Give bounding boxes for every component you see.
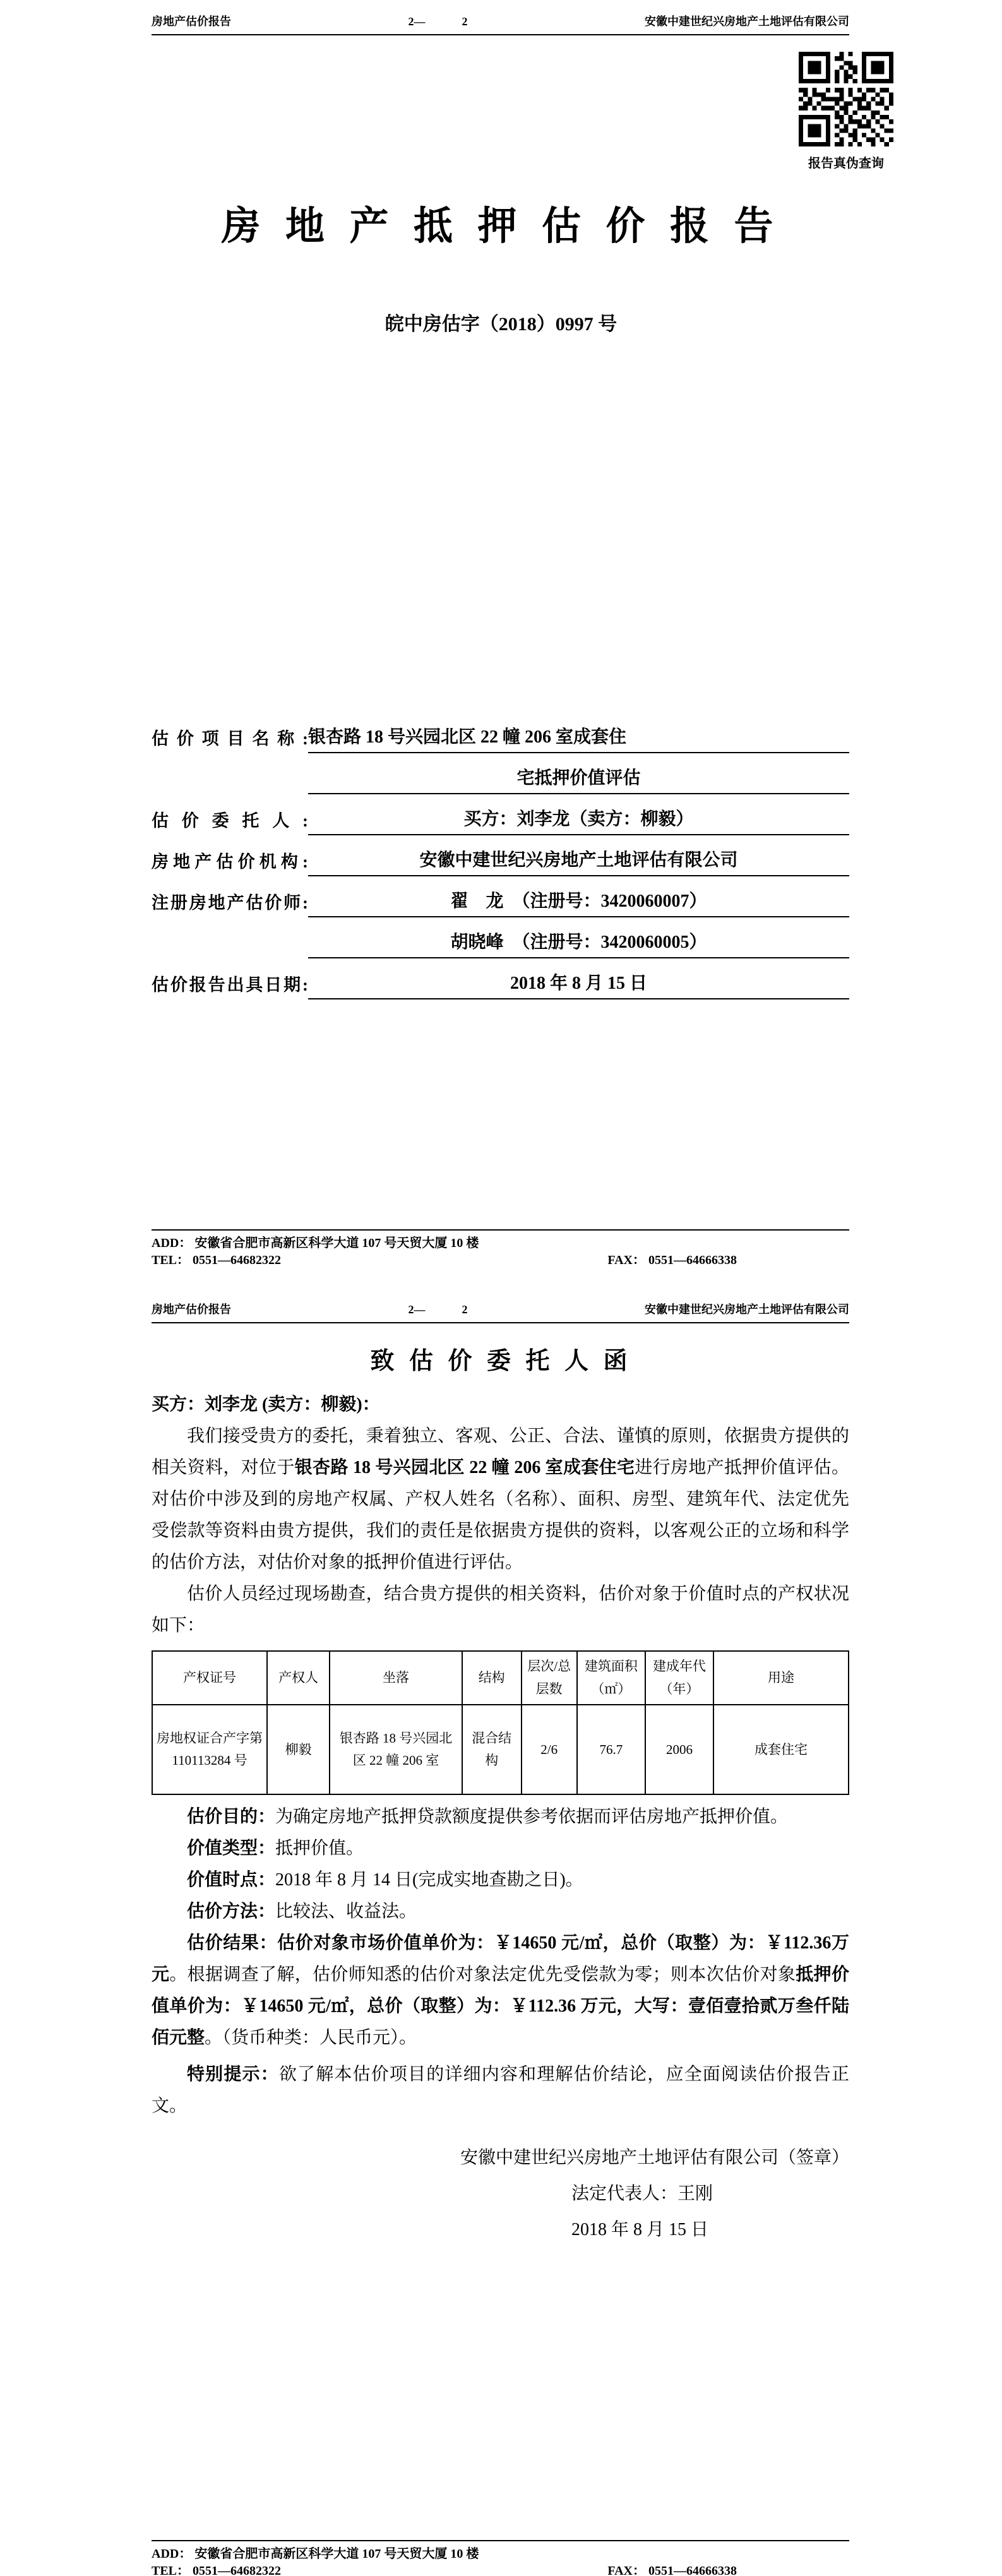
notice-paragraph — [152, 2059, 849, 2122]
header-company-name: 安徽中建世纪兴房地产土地评估有限公司 — [645, 1303, 849, 1316]
header-report-type: 房地产估价报告 — [152, 1303, 231, 1316]
result-label: 估价结果： — [187, 1933, 278, 1953]
field-agency-row — [152, 835, 849, 876]
header-page-number — [409, 1303, 468, 1316]
letter-body — [152, 1389, 849, 2248]
field-label-issue-date: 估价报告出具日期: — [152, 975, 308, 994]
field-value-project-name-line2: 宅抵押价值评估 — [308, 767, 849, 794]
property-rights-table — [152, 1650, 849, 1795]
result-market-value: 估价对象市场价值单价为：￥14650 元/㎡，总价（取整）为：￥112.36万元 — [152, 1933, 849, 1985]
page-header — [152, 1301, 849, 1323]
field-value-appraiser-1: 翟 龙 （注册号：3420060007） — [308, 890, 849, 917]
field-value-client: 买方：刘李龙（卖方：柳毅） — [308, 808, 849, 835]
letter-title: 致 估 价 委 托 人 函 — [370, 1348, 632, 1374]
field-label-spacer — [152, 790, 308, 794]
field-label-project-name: 估 价 项 目 名 称 : — [152, 729, 308, 748]
result-text-2: 。（货币种类：人民币元）。 — [205, 2028, 417, 2048]
field-label-appraiser: 注册房地产估价师: — [152, 893, 308, 912]
col-header-cert-no: 产权证号 — [152, 1651, 267, 1705]
col-header-owner: 产权人 — [267, 1651, 330, 1705]
intro-text-2: 进行房地产抵押价值评估。对估价中涉及到的房地产权属、产权人姓名（名称）、面积、房型、建筑年代、法定优先受偿款等资料由贵方提供，我们的责任是依据贵方提供的资料，以客观公正的立场和科学的估价方法，对估价对象的抵押价值进行评估。 — [152, 1458, 849, 1572]
cell-area: 76.7 — [577, 1705, 645, 1794]
signature-date: 2018 年 8 月 15 日 — [571, 2220, 709, 2240]
cell-structure: 混合结构 — [462, 1705, 522, 1794]
cell-cert-no: 房地权证合产字第 110113284 号 — [152, 1705, 267, 1794]
value-type-label: 价值类型： — [187, 1839, 276, 1859]
purpose-label: 估价目的： — [187, 1807, 276, 1827]
footer-tel: TEL： 0551—64682322 — [152, 2564, 282, 2576]
page-footer — [152, 1229, 849, 1269]
value-type-paragraph — [152, 1833, 849, 1864]
field-label-spacer — [152, 955, 308, 958]
field-value-appraiser-2: 胡晓峰 （注册号：3420060005） — [308, 931, 849, 958]
field-appraiser-row2 — [152, 917, 849, 958]
col-header-use: 用途 — [713, 1651, 849, 1705]
intro-paragraph — [152, 1421, 849, 1578]
qr-code-icon — [799, 52, 893, 146]
field-project-name-row2 — [152, 753, 849, 794]
page-header — [152, 13, 849, 35]
survey-paragraph: 估价人员经过现场勘查，结合贵方提供的相关资料，估价对象于价值时点的产权状况如下： — [152, 1584, 849, 1635]
method-text: 比较法、收益法。 — [275, 1902, 417, 1922]
footer-contact-row — [152, 2563, 849, 2576]
value-date-label: 价值时点： — [187, 1870, 276, 1890]
method-label: 估价方法： — [187, 1902, 276, 1922]
col-header-area: 建筑面积（㎡） — [577, 1651, 645, 1705]
footer-fax: FAX： 0551—64666338 — [607, 2564, 737, 2576]
notice-label: 特别提示： — [187, 2065, 279, 2085]
cell-owner: 柳毅 — [267, 1705, 330, 1794]
signature-block — [152, 2140, 849, 2248]
result-mortgage-value: 抵押价值单价为：￥14650 元/㎡，总价（取整）为：￥112.36 万元，大写：壹佰壹拾贰万叁仟陆佰元整 — [152, 1965, 849, 2048]
intro-text-1: 我们接受贵方的委托，秉着独立、客观、公正、合法、谨慎的原则，依据贵方提供的相关资料，对位于 — [152, 1426, 849, 1477]
page-footer — [152, 2540, 849, 2576]
cover-fields — [152, 712, 849, 999]
cell-floor: 2/6 — [522, 1705, 577, 1794]
header-company-name: 安徽中建世纪兴房地产土地评估有限公司 — [645, 15, 849, 28]
report-title: 房 地 产 抵 押 估 价 报 告 — [221, 205, 781, 248]
header-page-number-right: 2 — [462, 15, 468, 28]
cell-year: 2006 — [645, 1705, 713, 1794]
qr-verification-block — [792, 52, 900, 171]
field-issue-date-row — [152, 958, 849, 999]
letter-page — [0, 1288, 1002, 2576]
table-data-row — [152, 1705, 849, 1794]
result-paragraph — [152, 1928, 849, 2054]
intro-property-name: 银杏路 18 号兴园北区 22 幢 206 室成套住宅 — [294, 1458, 635, 1477]
field-appraiser-row1 — [152, 876, 849, 917]
field-label-agency: 房地产估价机构: — [152, 852, 308, 871]
field-client-row — [152, 794, 849, 835]
notice-text: 欲了解本估价项目的详细内容和理解估价结论，应全面阅读估价报告正文。 — [152, 2065, 849, 2116]
signature-legal-rep: 法定代表人：王刚 — [571, 2184, 713, 2204]
method-paragraph — [152, 1896, 849, 1928]
col-header-year: 建成年代（年） — [645, 1651, 713, 1705]
header-report-type: 房地产估价报告 — [152, 15, 231, 28]
col-header-location: 坐落 — [330, 1651, 462, 1705]
col-header-structure: 结构 — [462, 1651, 522, 1705]
value-date-paragraph — [152, 1864, 849, 1896]
footer-address: ADD： 安徽省合肥市高新区科学大道 107 号天贸大厦 10 楼 — [152, 2547, 479, 2561]
footer-contact-row — [152, 1252, 849, 1269]
field-value-project-name-line1: 银杏路 18 号兴园北区 22 幢 206 室成套住 — [308, 726, 849, 753]
cell-location: 银杏路 18 号兴园北区 22 幢 206 室 — [330, 1705, 462, 1794]
value-type-text: 抵押价值。 — [275, 1839, 364, 1859]
header-page-number-left: 2— — [408, 1303, 426, 1316]
footer-address: ADD： 安徽省合肥市高新区科学大道 107 号天贸大厦 10 楼 — [152, 1236, 479, 1250]
footer-fax: FAX： 0551—64666338 — [607, 1253, 737, 1267]
signature-company: 安徽中建世纪兴房地产土地评估有限公司（签章） — [460, 2148, 849, 2168]
purpose-text: 为确定房地产抵押贷款额度提供参考依据而评估房地产抵押价值。 — [275, 1807, 789, 1827]
col-header-floor: 层次/总层数 — [522, 1651, 577, 1705]
field-label-client: 估 价 委 托 人 : — [152, 811, 308, 830]
footer-tel: TEL： 0551—64682322 — [152, 1253, 282, 1267]
qr-caption: 报告真伪查询 — [808, 157, 884, 170]
table-header-row — [152, 1651, 849, 1705]
result-text-1: 。根据调查了解，估价师知悉的估价对象法定优先受偿款为零；则本次估价对象 — [169, 1965, 796, 1985]
field-value-issue-date: 2018 年 8 月 15 日 — [308, 972, 849, 999]
cell-use: 成套住宅 — [713, 1705, 849, 1794]
header-page-number-right: 2 — [462, 1303, 468, 1316]
header-page-number — [409, 15, 468, 28]
field-project-name-row1 — [152, 712, 849, 753]
report-number: 皖中房估字（2018）0997 号 — [385, 314, 617, 335]
field-value-agency: 安徽中建世纪兴房地产土地评估有限公司 — [308, 849, 849, 876]
header-page-number-left: 2— — [408, 15, 426, 28]
purpose-paragraph — [152, 1801, 849, 1833]
addressee-line: 买方：刘李龙 (卖方：柳毅)： — [152, 1395, 380, 1414]
value-date-text: 2018 年 8 月 14 日(完成实地查勘之日)。 — [275, 1870, 583, 1890]
